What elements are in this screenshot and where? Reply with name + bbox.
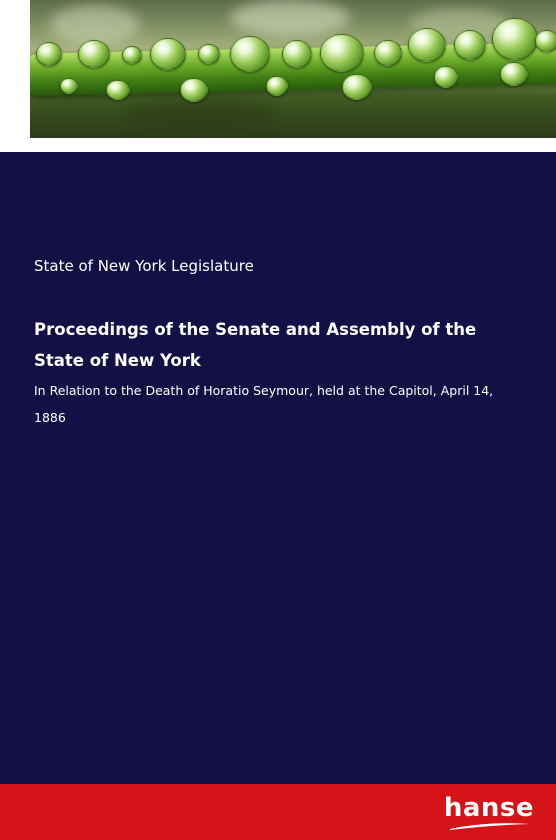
photo-bokeh — [230, 0, 350, 36]
cover-photo — [30, 0, 556, 138]
water-droplet — [374, 40, 402, 66]
publisher-logo-text: hanse — [443, 793, 534, 823]
water-droplet — [106, 80, 130, 100]
photo-bokeh — [120, 100, 280, 130]
water-droplet — [342, 74, 372, 100]
publisher-logo — [424, 793, 534, 833]
water-droplet — [454, 30, 486, 60]
logo-swoosh-icon — [448, 821, 532, 831]
book-title: Proceedings of the Senate and Assembly of the State of New York — [34, 320, 477, 370]
white-divider — [0, 138, 556, 152]
water-droplet — [535, 30, 556, 52]
water-droplet — [36, 42, 62, 66]
water-droplet — [122, 46, 142, 64]
water-droplet — [408, 28, 446, 62]
water-droplet — [198, 44, 220, 64]
water-droplet — [60, 78, 78, 94]
water-droplet — [180, 78, 208, 102]
water-droplet — [78, 40, 110, 68]
water-droplet — [500, 62, 528, 86]
water-droplet — [150, 38, 186, 70]
cover-background — [0, 152, 556, 784]
water-droplet — [230, 36, 270, 72]
book-subtitle: In Relation to the Death of Horatio Seymour, held at the Capitol, April 14, 1886 — [34, 383, 494, 425]
water-droplet — [434, 66, 458, 88]
photo-bokeh — [50, 5, 140, 45]
water-droplet — [282, 40, 312, 68]
water-droplet — [492, 18, 538, 60]
water-droplet — [266, 76, 288, 96]
water-droplet — [320, 34, 364, 72]
author-name: State of New York Legislature — [34, 257, 254, 275]
